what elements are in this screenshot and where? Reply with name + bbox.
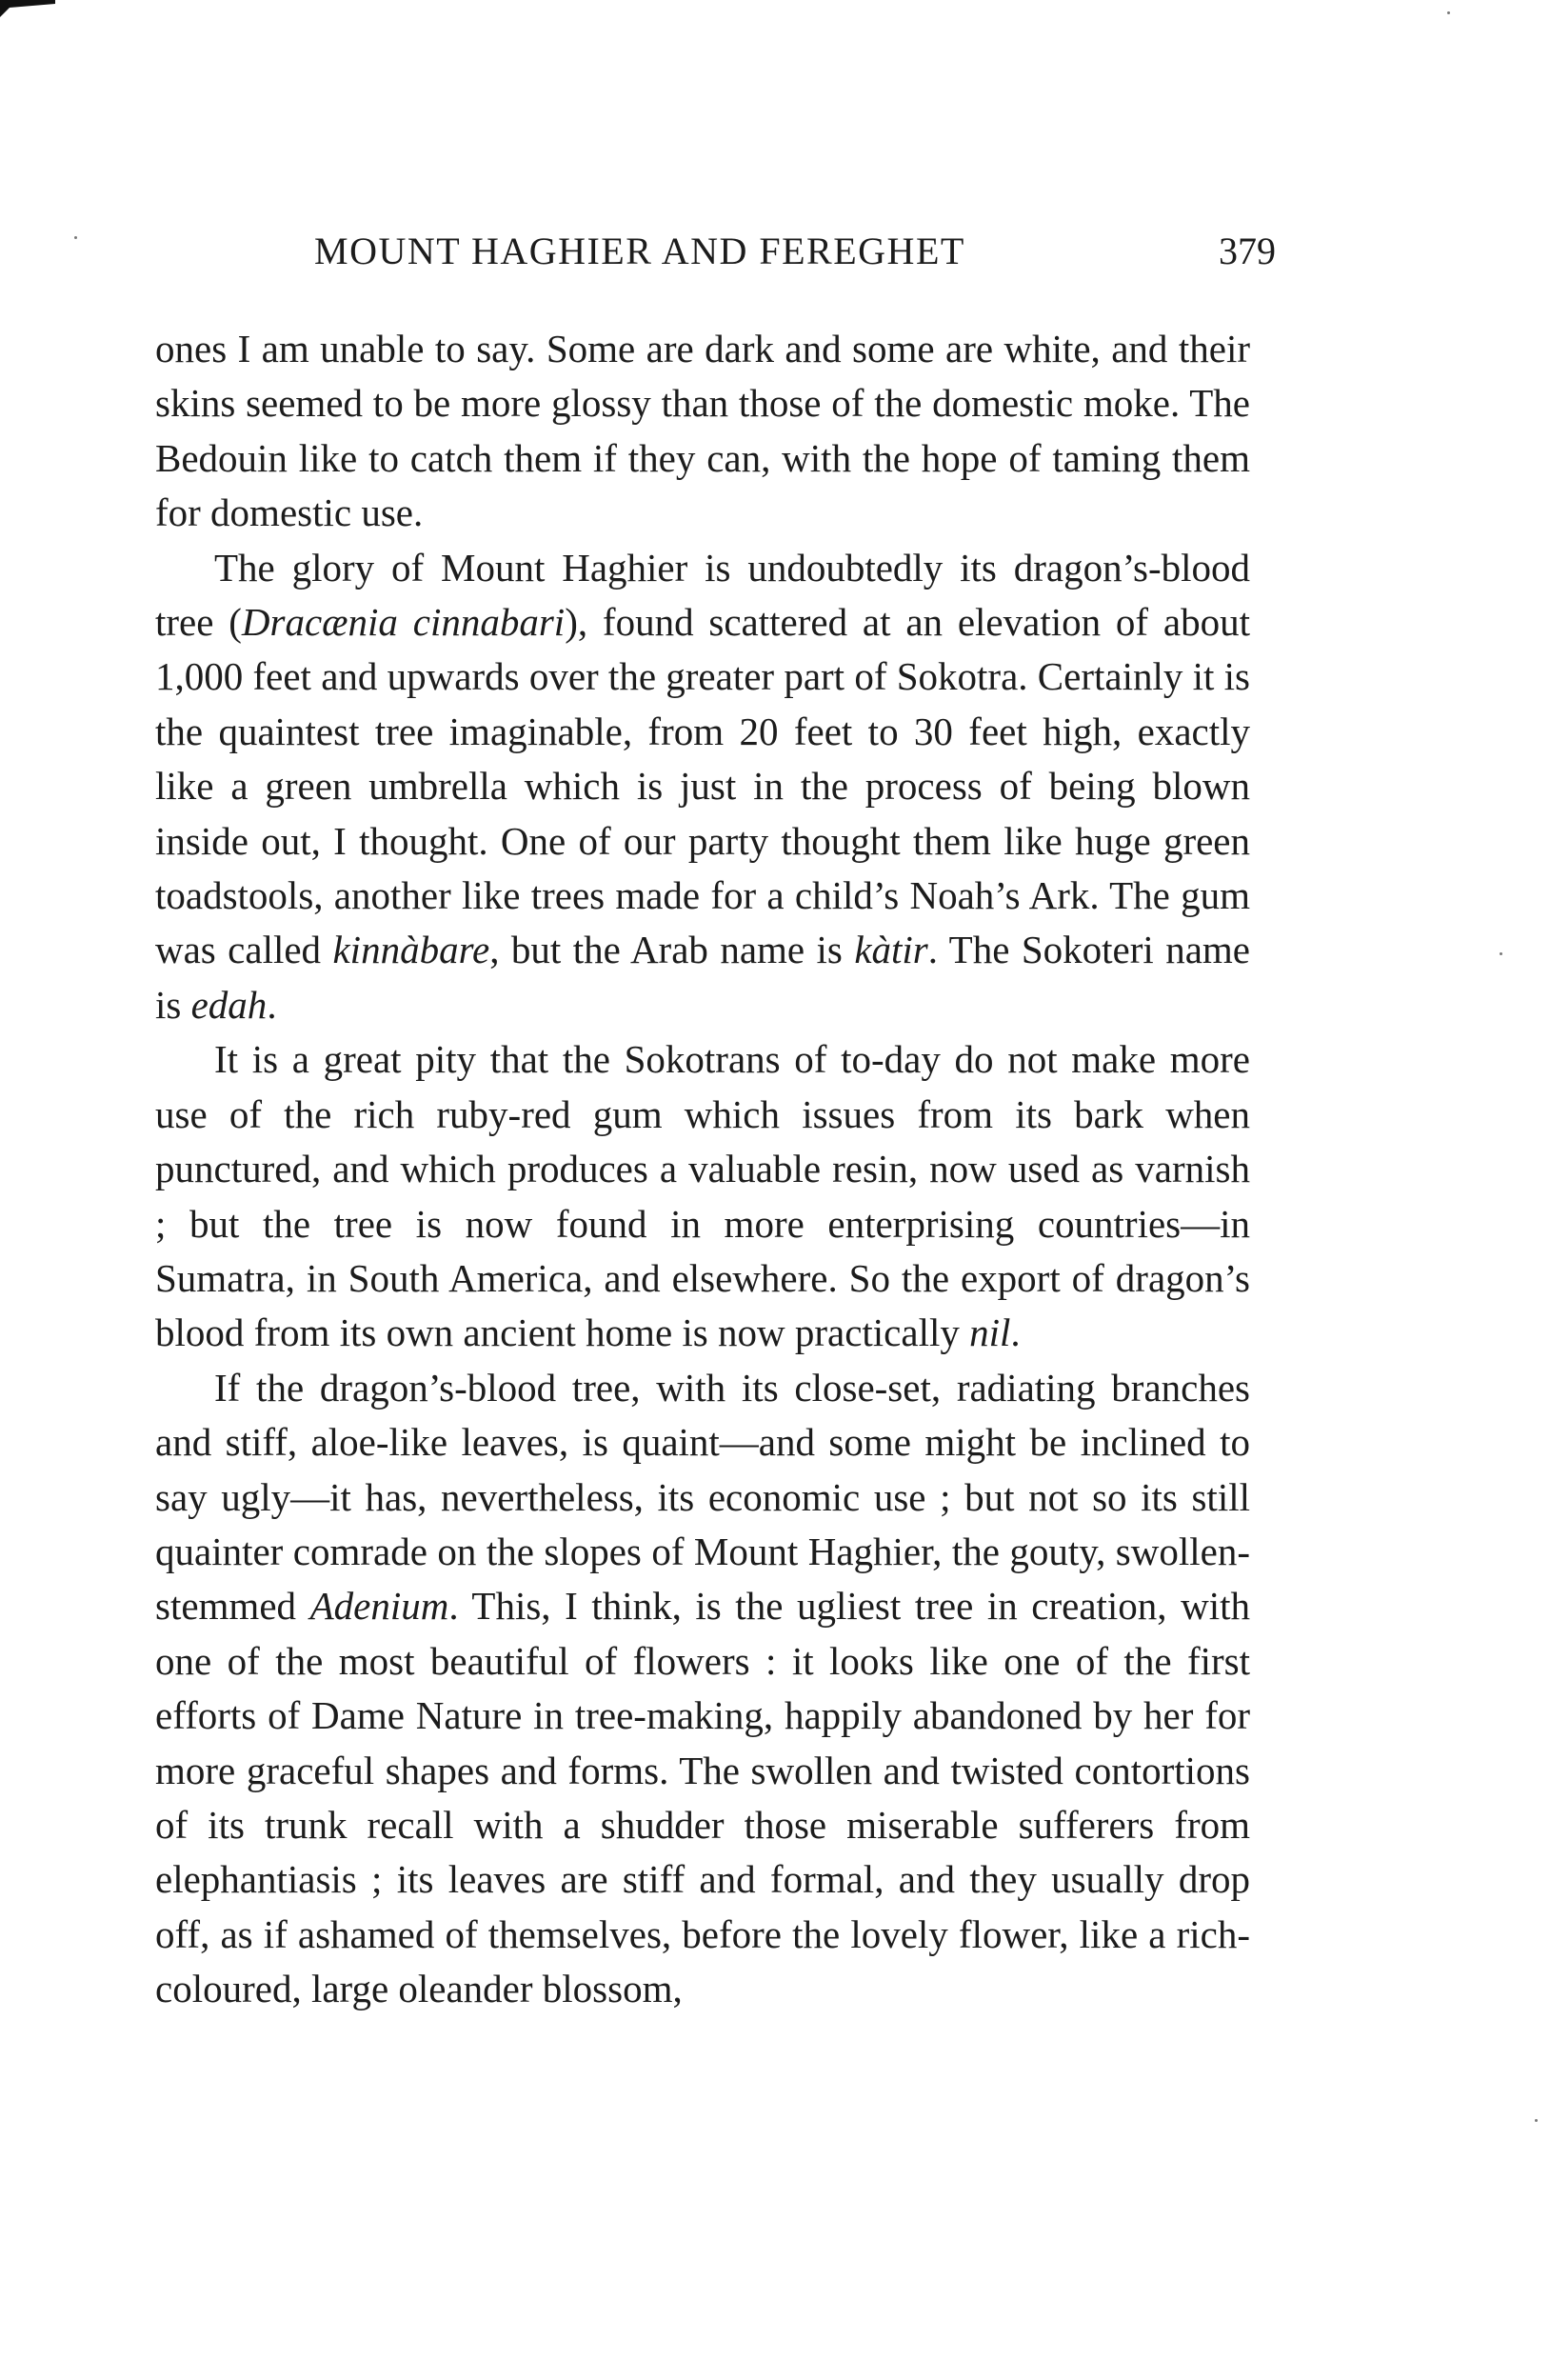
italic-text-run: kinnàbare <box>332 928 490 972</box>
text-run: . <box>1010 1310 1021 1355</box>
text-run: ), found scattered at an elevation of about 1,000 feet and upwards over the greater part of Sokotra. Certainly it is the quaintest tree imaginable, from 20 feet to 30 feet high, exactly like a green umbrella which is just in the process of being blown inside out, I thought. One of our party thought them like huge green toadstools, another like trees made for a child’s Noah’s Ark. The gum was called <box>155 600 1250 972</box>
italic-text-run: Dracænia cinnabari <box>241 600 566 645</box>
paragraph <box>155 1032 1250 1360</box>
scan-speck <box>1447 11 1450 14</box>
italic-text-run: Adenium <box>309 1584 449 1629</box>
paragraph <box>155 322 1250 541</box>
paragraph <box>155 541 1250 1033</box>
paragraph <box>155 1361 1250 2017</box>
text-run: ones I am unable to say. Some are dark and some are white, and their skins seemed to be more glossy than those of the domestic moke. The Bedouin like to catch them if they can, with the hope of taming them for domestic use. <box>155 327 1250 535</box>
italic-text-run: nil <box>969 1310 1011 1355</box>
text-run: . The Sokoteri name is <box>155 928 1250 1027</box>
body-text <box>155 322 1250 2017</box>
page-header <box>314 229 1276 286</box>
text-run: If the dragon’s-blood tree, with its close-set, radiating branches and stiff, aloe-like leaves, is quaint—and some might be inclined to say ugly—it has, nevertheless, its economic use ; but not so its still quainter comrade on the slopes of Mount Haghier, the gouty, swollen-stemmed <box>155 1365 1250 1629</box>
text-run: , but the Arab name is <box>489 928 855 972</box>
italic-text-run: edah <box>190 982 268 1027</box>
running-title: MOUNT HAGHIER AND FEREGHET <box>314 230 965 272</box>
corner-scan-mark <box>0 0 57 19</box>
text-run: The glory of Mount Haghier is undoubtedly its dragon’s-blood tree ( <box>155 545 1250 645</box>
page-number: 379 <box>1219 230 1276 272</box>
scan-speck <box>1500 952 1502 955</box>
italic-text-run: kàtir <box>854 928 928 972</box>
text-run: . This, I think, is the ugliest tree in creation, with one of the most beautiful of flowers : it looks like one of the first efforts of Dame Nature in tree-making, happily abandoned by her for more graceful shapes and forms. The swollen and twisted contortions of its trunk recall with a shudder those miserable sufferers from elephantiasis ; its leaves are stiff and formal, and they usually drop off, as if ashamed of themselves, before the lovely flower, like a rich-coloured, large oleander blossom, <box>155 1584 1250 2011</box>
scan-speck <box>74 236 77 239</box>
text-run: It is a great pity that the Sokotrans of to-day do not make more use of the rich ruby-red gum which issues from its bark when punctured, and which produces a valuable resin, now used as varnish ; but the tree is now found in more enterprising countries—in Sumatra, in South America, and elsewhere. So the export of dragon’s blood from its own ancient home is now practically <box>155 1037 1250 1355</box>
text-run: . <box>267 982 277 1027</box>
scan-speck <box>1535 2119 1538 2122</box>
